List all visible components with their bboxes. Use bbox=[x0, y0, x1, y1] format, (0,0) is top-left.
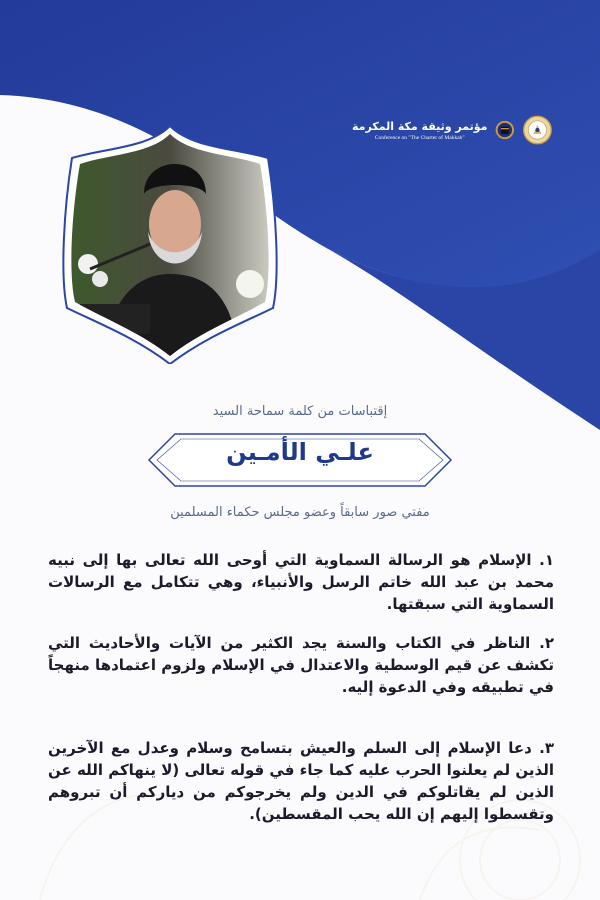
quote-paragraph-2: ٢. الناظر في الكتاب والسنة يجد الكثير من الآيات والأحاديث التي تكشف عن قيم الوسطية والاعتدال في الإسلام ولزوم اعتمادها منهجاً في تطبيقه وفي الدعوة إليه. bbox=[48, 634, 554, 696]
kaaba-emblem-icon bbox=[495, 115, 515, 145]
speaker-title: مفتي صور سابقاً وعضو مجلس حكماء المسلمين bbox=[170, 505, 430, 520]
speaker-name: علـي الأمـين bbox=[226, 438, 374, 466]
quote-paragraph-3: ٣. دعا الإسلام إلى السلم والعيش بتسامح وسلام وعدل مع الآخرين الذين لم يعلنوا الحرب عليه كما جاء في قوله تعالى (لا ينهاكم الله عن الذين لم يقاتلوكم في الدين ولم يخرجوكم من دياركم أن تبروهم وتقسطوا إليهم إن الله يحب المقسطين). bbox=[48, 739, 554, 823]
conference-title-en: Conference on "The Charter of Makkah" bbox=[374, 134, 465, 141]
header-logos bbox=[352, 104, 552, 156]
muslim-world-league-emblem-icon bbox=[523, 108, 552, 152]
conference-title bbox=[352, 120, 487, 141]
quote-paragraph-1: ١. الإسلام هو الرسالة السماوية التي أوحى الله تعالى بها إلى نبيه محمد بن عبد الله خاتم الرسل والأنبياء، وهي تتكامل مع الرسالات السماوية التي سبقتها. bbox=[48, 551, 554, 613]
intro-line: إقتباسات من كلمة سماحة السيد bbox=[212, 404, 388, 419]
speaker-portrait bbox=[60, 124, 280, 364]
conference-title-ar: مؤتمر وثيقة مكة المكرمة bbox=[352, 119, 488, 133]
